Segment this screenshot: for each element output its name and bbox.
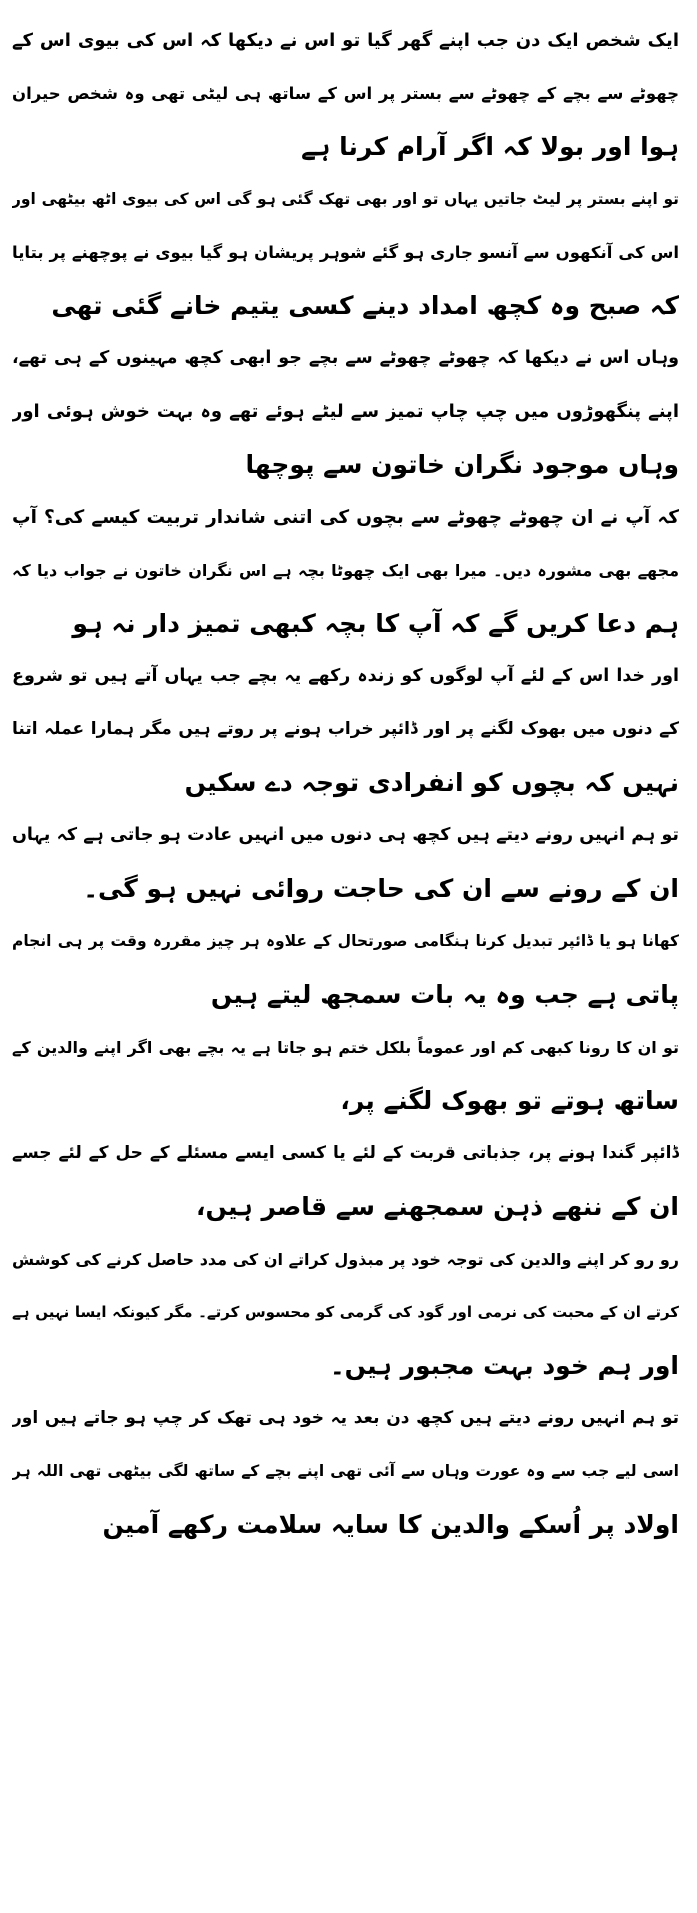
text-line: تو ہم انہیں رونے دیتے ہیں کچھ ہی دنوں میں انہیں عادت ہو جاتی ہے کہ یہاں — [12, 825, 679, 845]
text-line: کہ صبح وہ کچھ امداد دینے کسی یتیم خانے گئی تھی — [51, 291, 679, 320]
text-line: اور ہم خود بہت مجبور ہیں۔ — [329, 1351, 679, 1380]
text-line: ہوا اور بولا کہ اگر آرام کرنا ہے — [301, 132, 679, 161]
text-line: اولاد پر اُسکے والدین کا سایہ سلامت رکھے آمین — [102, 1510, 679, 1539]
text-line: کے دنوں میں بھوک لگنے پر اور ڈائپر خراب ہونے پر روتے ہیں مگر ہمارا عملہ اتنا — [12, 719, 679, 739]
text-line: ڈائپر گندا ہونے پر، جذباتی قربت کے لئے یا کسی ایسے مسئلے کے حل کے لئے جسے — [12, 1143, 679, 1163]
text-line: رو رو کر اپنے والدین کی توجہ خود پر مبذول کراتے ان کی مدد حاصل کرنے کی کوشش — [12, 1250, 679, 1269]
text-line: ان کے رونے سے ان کی حاجت روائی نہیں ہو گی۔ — [83, 874, 679, 903]
text-line: تو اپنے بستر پر لیٹ جاتیں یہاں تو اور بھی تھک گئی ہو گی اس کی بیوی اٹھ بیٹھی اور — [12, 190, 679, 208]
text-line: اور خدا اس کے لئے آپ لوگوں کو زندہ رکھے یہ بچے جب یہاں آتے ہیں تو شروع — [12, 666, 679, 686]
text-line: پاتی ہے جب وہ یہ بات سمجھ لیتے ہیں — [210, 980, 679, 1009]
text-line: ایک شخص ایک دن جب اپنے گھر گیا تو اس نے دیکھا کہ اس کی بیوی اس کے — [12, 30, 679, 51]
text-line: وہاں اس نے دیکھا کہ چھوٹے چھوٹے سے بچے جو ابھی کچھ مہینوں کے ہی تھے، — [12, 348, 679, 368]
text-line: تو ان کا رونا کبھی کم اور عموماً بلکل ختم ہو جاتا ہے یہ بچے بھی اگر اپنے والدین کے — [12, 1038, 679, 1057]
text-line: کہ آپ نے ان چھوٹے چھوٹے سے بچوں کی اتنی شاندار تربیت کیسے کی؟ آپ — [12, 507, 679, 528]
text-line: ان کے ننھے ذہن سمجھنے سے قاصر ہیں، — [195, 1192, 679, 1221]
text-line: اس کی آنکھوں سے آنسو جاری ہو گئے شوہر پریشان ہو گیا بیوی نے پوچھنے پر بتایا — [12, 243, 679, 262]
text-line: اپنے پنگھوڑوں میں چپ چاپ تمیز سے لیٹے ہوئے تھے وہ بہت خوش ہوئی اور — [12, 401, 679, 422]
text-line: نہیں کہ بچوں کو انفرادی توجہ دے سکیں — [184, 768, 679, 797]
text-line: ہم دعا کریں گے کہ آپ کا بچہ کبھی تمیز دار نہ ہو — [72, 609, 679, 638]
text-line: مجھے بھی مشورہ دیں۔ میرا بھی ایک چھوٹا بچہ ہے اس نگران خاتون نے جواب دیا کہ — [12, 561, 679, 580]
text-line: وہاں موجود نگران خاتون سے پوچھا — [245, 450, 679, 479]
text-line: چھوٹے سے بچے کے چھوٹے سے بستر پر اس کے ساتھ ہی لیٹی تھی وہ شخص حیران — [12, 84, 679, 103]
text-line: تو ہم انہیں رونے دیتے ہیں کچھ دن بعد یہ خود ہی تھک کر چپ ہو جاتے ہیں اور — [12, 1408, 679, 1428]
text-line: کھانا ہو یا ڈائپر تبدیل کرنا ہنگامی صورتحال کے علاوہ ہر چیز مقررہ وقت پر ہی انجام — [12, 932, 679, 950]
text-line: ساتھ ہوتے تو بھوک لگنے پر، — [340, 1086, 679, 1115]
text-line: کرتے ان کے محبت کی نرمی اور گود کی گرمی کو محسوس کرتے۔ مگر کیونکہ ایسا نہیں ہے — [12, 1303, 679, 1321]
text-line: اسی لیے جب سے وہ عورت وہاں سے آئی تھی اپنے بچے کے ساتھ لگی بیٹھی تھی اللہ ہر — [12, 1462, 679, 1480]
